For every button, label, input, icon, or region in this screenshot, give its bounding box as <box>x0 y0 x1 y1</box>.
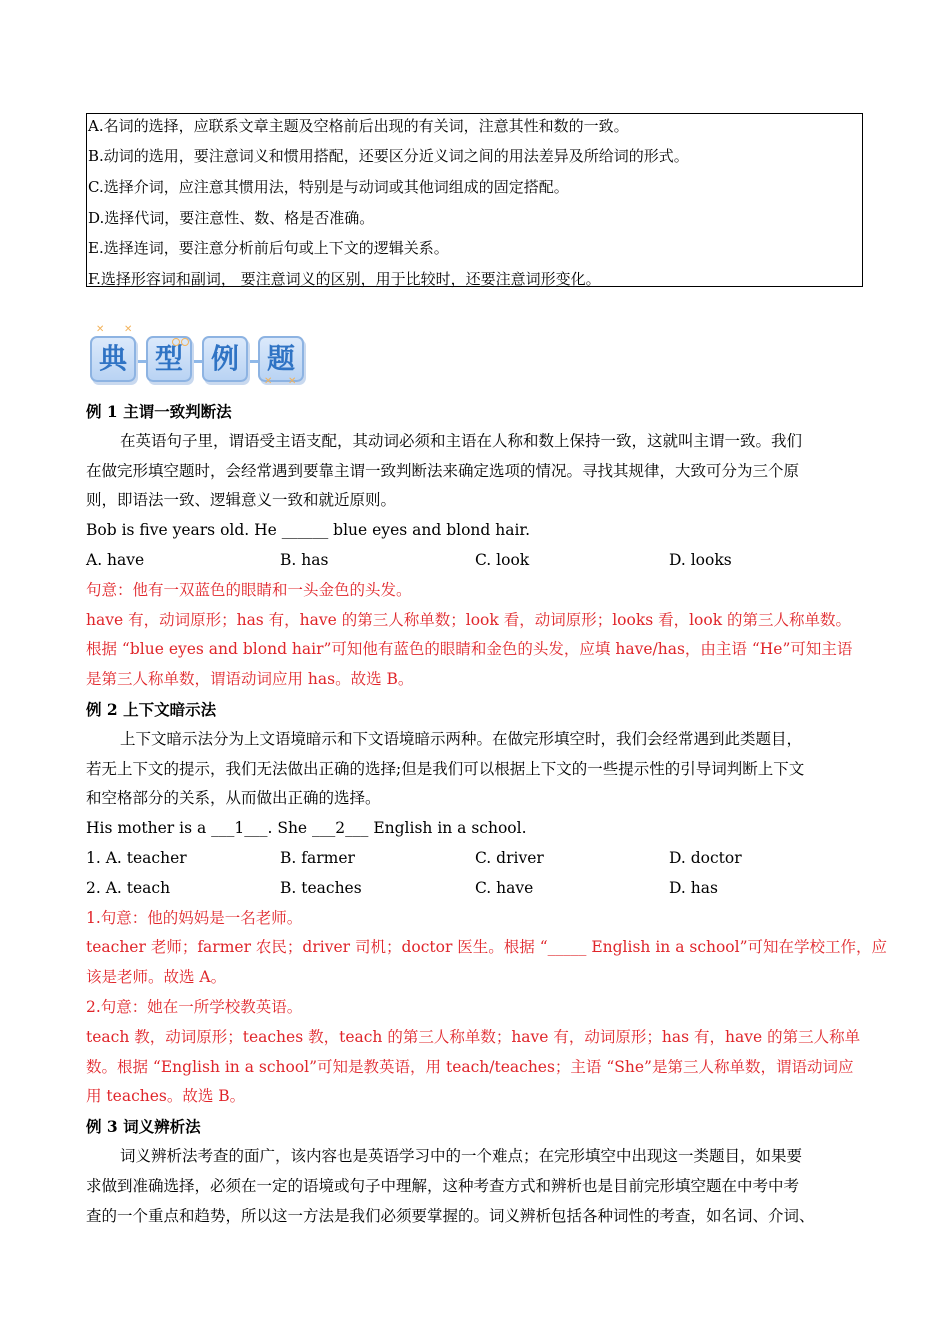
example-1-heading: 例 1 主谓一致判断法 <box>86 402 232 421</box>
paragraph-line: 则，即语法一致、逻辑意义一致和就近原则。 <box>86 491 397 510</box>
rule-c: C.选择介词，应注意其惯用法，特别是与动词或其他词组成的固定搭配。 <box>88 177 569 196</box>
paragraph-line: 词义辨析法考查的面广，该内容也是英语学习中的一个难点；在完形填空中出现这一类题目，如果要 <box>120 1146 803 1165</box>
paragraph-line: 在做完形填空题时，会经常遇到要靠主谓一致判断法来确定选项的情况。寻找其规律，大致可分为三个原 <box>86 461 800 480</box>
answer-line: 根据 “blue eyes and blond hair”可知他有蓝色的眼睛和金色的头发，应填 have/has，由主语 “He”可知主语 <box>86 640 853 659</box>
paragraph-line: 在英语句子里，谓语受主语支配，其动词必须和主语在人称和数上保持一致，这就叫主谓一致。我们 <box>120 431 803 450</box>
option-c: C. have <box>475 878 534 897</box>
paragraph-line: 上下文暗示法分为上文语境暗示和下文语境暗示两种。在做完形填空时，我们会经常遇到此类题目， <box>120 729 803 748</box>
banner-tile-2: 型 <box>146 336 192 382</box>
question-sentence: Bob is five years old. He ______ blue eyes and blond hair. <box>86 521 531 540</box>
ring-icon <box>172 338 180 346</box>
paragraph-line: 查的一个重点和趋势，所以这一方法是我们必须要掌握的。词义辨析包括各种词性的考查，如名词、介词、 <box>86 1206 815 1225</box>
option-c: C. driver <box>475 848 544 867</box>
option-b: B. farmer <box>280 848 355 867</box>
answer-line: 2.句意：她在一所学校教英语。 <box>86 997 303 1016</box>
answer-line: teach 教，动词原形；teaches 教，teach 的第三人称单数；have 有，动词原形；has 有，have 的第三人称单 <box>86 1027 861 1046</box>
banner-tile-1: 典 <box>90 336 136 382</box>
answer-line: 该是老师。故选 A。 <box>86 968 227 987</box>
option-c: C. look <box>475 550 530 569</box>
sparkle-icon: ✕ <box>124 324 133 335</box>
answer-line: 1.句意：他的妈妈是一名老师。 <box>86 908 303 927</box>
option-d: D. doctor <box>669 848 742 867</box>
rule-e: E.选择连词，要注意分析前后句或上下文的逻辑关系。 <box>88 239 449 258</box>
option-a: 1. A. teacher <box>86 848 187 867</box>
rule-b: B.动词的选用，要注意词义和惯用搭配，还要区分近义词之间的用法差异及所给词的形式。 <box>88 147 689 165</box>
banner-tile-4: 题 <box>258 336 304 382</box>
options-row <box>86 874 866 904</box>
answer-line: 句意：他有一双蓝色的眼睛和一头金色的头发。 <box>86 580 412 599</box>
options-row <box>86 546 866 576</box>
paragraph-line: 求做到准确选择，必须在一定的语境或句子中理解，这种考查方式和辨析也是目前完形填空题在中考中考 <box>86 1176 800 1195</box>
typical-examples-banner <box>88 324 310 388</box>
answer-line: have 有，动词原形；has 有，have 的第三人称单数；look 看，动词原形；looks 看，look 的第三人称单数。 <box>86 610 852 629</box>
sparkle-icon: ✕ <box>264 376 273 387</box>
sparkle-icon: ✕ <box>96 324 105 335</box>
examples-content <box>86 397 888 1231</box>
question-sentence: His mother is a ___1___. She ___2___ English in a school. <box>86 819 527 838</box>
option-b: B. teaches <box>280 878 362 897</box>
answer-line: teacher 老师；farmer 农民；driver 司机；doctor 医生。根据 “_____ English in a school”可知在学校工作，应 <box>86 938 888 957</box>
example-3-heading: 例 3 词义辨析法 <box>86 1117 201 1137</box>
rule-f: F.选择形容词和副词， 要注意词义的区别，用于比较时，还要注意词形变化。 <box>88 270 601 289</box>
answer-line: 用 teaches。故选 B。 <box>86 1087 246 1106</box>
rules-box <box>86 113 863 287</box>
option-b: B. has <box>280 550 329 569</box>
banner-tile-3: 例 <box>202 336 248 382</box>
paragraph-line: 和空格部分的关系，从而做出正确的选择。 <box>86 789 381 808</box>
example-2-heading: 例 2 上下文暗示法 <box>86 699 217 719</box>
paragraph-line: 若无上下文的提示，我们无法做出正确的选择;但是我们可以根据上下文的一些提示性的引导词判断上下文 <box>86 759 805 778</box>
rule-d: D.选择代词，要注意性、数、格是否准确。 <box>88 208 375 227</box>
option-d: D. has <box>669 878 718 897</box>
answer-line: 是第三人称单数，谓语动词应用 has。故选 B。 <box>86 670 414 689</box>
ring-icon <box>181 338 189 346</box>
option-a: A. have <box>86 550 145 569</box>
options-row <box>86 844 866 874</box>
rule-a: A.名词的选择，应联系文章主题及空格前后出现的有关词，注意其性和数的一致。 <box>88 117 629 135</box>
answer-line: 数。根据 “English in a school”可知是教英语，用 teach/teaches；主语 “She”是第三人称单数，谓语动词应 <box>86 1057 854 1076</box>
option-d: D. looks <box>669 550 732 569</box>
option-a: 2. A. teach <box>86 878 171 897</box>
sparkle-icon: ✕ <box>288 376 297 387</box>
